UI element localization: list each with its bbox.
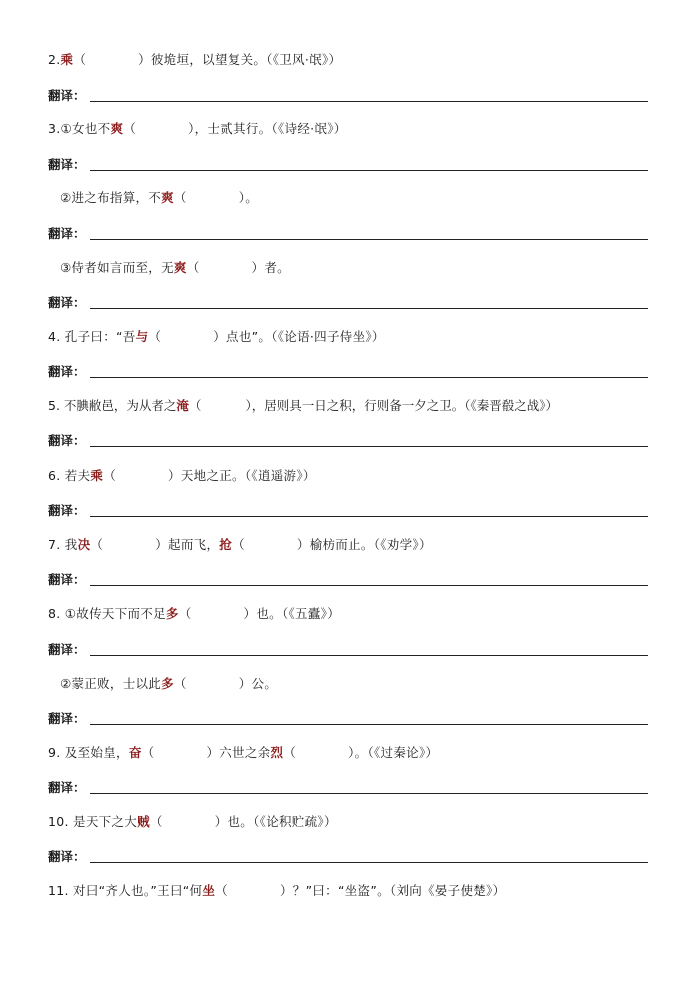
answer-underline [90, 724, 648, 725]
question-3-2: ②进之布指算，不爽（ ）。 [60, 190, 259, 205]
translation-label: 翻译： [48, 364, 86, 379]
translation-line[interactable] [48, 642, 648, 658]
question-11: 11. 对曰“齐人也。”王曰“何坐（ ）？”曰：“坐盗”。（刘向《晏子使楚》） [48, 883, 506, 898]
translation-label: 翻译： [48, 433, 86, 448]
question-7: 7. 我决（ ）起而飞，抢（ ）榆枋而止。（《劝学》） [48, 537, 432, 552]
translation-label: 翻译： [48, 711, 86, 726]
keyword-2: 抢 [219, 537, 233, 552]
keyword: 坐 [202, 883, 216, 898]
translation-label: 翻译： [48, 157, 86, 172]
answer-underline [90, 862, 648, 863]
translation-line[interactable] [48, 295, 648, 311]
translation-line[interactable] [48, 88, 648, 104]
answer-underline [90, 585, 648, 586]
translation-label: 翻译： [48, 642, 86, 657]
translation-label: 翻译： [48, 572, 86, 587]
answer-underline [90, 377, 648, 378]
keyword: 乘 [60, 52, 74, 67]
question-8-1: 8. ①故传天下而不足多（ ）也。（《五蠹》） [48, 606, 340, 621]
translation-line[interactable] [48, 364, 648, 380]
question-4: 4. 孔子曰：“吾与（ ）点也”。（《论语·四子侍坐》） [48, 329, 385, 344]
keyword: 爽 [173, 260, 187, 275]
answer-underline [90, 446, 648, 447]
question-2: 2.乘（ ）彼垝垣，以望复关。（《卫风·氓》） [48, 52, 342, 67]
keyword: 奋 [128, 745, 142, 760]
answer-underline [90, 239, 648, 240]
translation-line[interactable] [48, 572, 648, 588]
translation-line[interactable] [48, 226, 648, 242]
question-5: 5. 不腆敝邑，为从者之淹（ ），居则具一日之积，行则备一夕之卫。（《秦晋殽之战》） [48, 398, 558, 413]
keyword: 多 [161, 676, 174, 691]
translation-label: 翻译： [48, 88, 86, 103]
keyword-2: 烈 [270, 745, 284, 760]
translation-line[interactable] [48, 711, 648, 727]
question-3-3: ③侍者如言而至，无爽（ ）者。 [60, 260, 290, 275]
question-3-1: 3.①女也不爽（ ），士贰其行。（《诗经·氓》） [48, 121, 347, 136]
translation-line[interactable] [48, 849, 648, 865]
translation-line[interactable] [48, 433, 648, 449]
keyword: 与 [135, 329, 149, 344]
keyword: 爽 [110, 121, 124, 136]
keyword: 爽 [161, 190, 174, 205]
translation-label: 翻译： [48, 503, 86, 518]
keyword: 多 [165, 606, 179, 621]
translation-label: 翻译： [48, 295, 86, 310]
keyword: 贼 [137, 814, 150, 829]
question-9: 9. 及至始皇，奋（ ）六世之余烈（ ）。（《过秦论》） [48, 745, 439, 760]
keyword: 淹 [176, 398, 189, 413]
question-6: 6. 若夫乘（ ）天地之正。（《逍遥游》） [48, 468, 316, 483]
translation-label: 翻译： [48, 780, 86, 795]
question-8-2: ②蒙正败，士以此多（ ）公。 [60, 676, 278, 691]
translation-label: 翻译： [48, 849, 86, 864]
translation-line[interactable] [48, 503, 648, 519]
answer-underline [90, 308, 648, 309]
keyword: 决 [77, 537, 91, 552]
keyword: 乘 [90, 468, 104, 483]
answer-underline [90, 170, 648, 171]
translation-line[interactable] [48, 780, 648, 796]
answer-underline [90, 655, 648, 656]
question-10: 10. 是天下之大贼（ ）也。（《论积贮疏》） [48, 814, 337, 829]
translation-line[interactable] [48, 157, 648, 173]
answer-underline [90, 793, 648, 794]
translation-label: 翻译： [48, 226, 86, 241]
answer-underline [90, 101, 648, 102]
answer-underline [90, 516, 648, 517]
